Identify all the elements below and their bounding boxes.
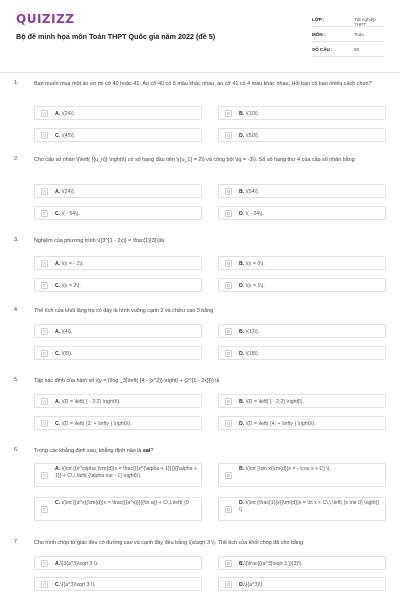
option-text: \( - 24\).	[245, 210, 264, 217]
option-text: \(x = 0\).	[245, 260, 265, 267]
option-c[interactable]	[34, 278, 202, 292]
meta-label: MÔN :	[312, 32, 326, 37]
question-text-suffix: ?	[150, 448, 154, 454]
option-key: B.	[239, 466, 245, 472]
question-text	[34, 447, 384, 455]
option-text: \(x = 2\).	[61, 282, 81, 289]
option-text: \(8\).	[61, 350, 73, 357]
option-b[interactable]	[218, 184, 386, 198]
meta-row-class	[312, 12, 384, 27]
option-key: B.	[239, 560, 245, 567]
meta-row-subject	[312, 27, 384, 42]
option-letter: A	[41, 560, 48, 567]
meta-table	[312, 12, 384, 57]
meta-row-count	[312, 42, 384, 57]
question-number: 1.	[14, 80, 19, 86]
question-text-prefix: Trong các khẳng định sau, khẳng định nào là	[34, 448, 143, 454]
option-letter: B	[225, 110, 232, 117]
option-key: A.	[55, 466, 61, 472]
option-letter: B	[225, 472, 232, 479]
option-d[interactable]	[218, 577, 386, 591]
option-d[interactable]	[218, 278, 386, 292]
option-b[interactable]	[218, 463, 386, 487]
option-letter: B	[225, 560, 232, 567]
option-key: D.	[239, 282, 245, 289]
option-text: \(x = - 1\).	[61, 260, 84, 267]
option-key: C.	[55, 500, 61, 506]
option-text: \(D = \left( {4; + \infty } \right)\).	[245, 420, 316, 427]
option-letter: D	[226, 351, 231, 356]
option-d[interactable]	[218, 416, 386, 430]
question-text: Cho hình chóp tứ giác đều có đường cao và cạnh đáy đều bằng \(a\sqrt 3 \). Thể tích của khối chóp đã cho bằng:	[34, 540, 305, 546]
option-b[interactable]	[218, 106, 386, 120]
question-text: Bạn muốn mua một áo sơ mi cỡ 40 hoặc 41. Áo cỡ 40 có 6 màu khác nhau, áo cỡ 41 có 4 màu khác nhau. Hỏi bạn có bao nhiêu cách chọn?	[34, 81, 372, 87]
meta-value: Toán	[354, 32, 364, 37]
option-key: B.	[239, 398, 245, 405]
option-letter: D	[226, 133, 231, 138]
option-text: \(4\).	[61, 328, 73, 335]
option-d[interactable]	[218, 206, 386, 220]
option-letter: D	[226, 507, 231, 512]
question-number: 7.	[14, 539, 19, 545]
option-a[interactable]	[34, 556, 202, 570]
question-number: 4.	[14, 307, 19, 313]
option-key: D.	[239, 581, 245, 588]
option-key: D.	[239, 500, 245, 506]
option-letter: B	[225, 328, 232, 335]
option-letter: D	[226, 211, 231, 216]
option-a[interactable]	[34, 184, 202, 198]
option-letter: C	[42, 283, 47, 288]
option-text: \(\int {{a^x}{\rm{d}}x = \frac{{{a^x}}}{{\ln a}} + C\,\,\left( {0	[61, 500, 189, 506]
page-header	[16, 12, 384, 68]
option-d[interactable]	[218, 128, 386, 142]
meta-label: SỐ CÂU :	[312, 47, 333, 52]
option-text: \(\int {\sin x{\rm{d}}x = - \cos x + C} \).	[245, 466, 331, 472]
meta-value: Tốt nghiệp THPT	[354, 17, 376, 27]
option-letter: B	[225, 188, 232, 195]
option-letter: C	[42, 133, 47, 138]
option-c[interactable]	[34, 128, 202, 142]
meta-label: LỚP :	[312, 17, 325, 22]
option-a[interactable]	[34, 463, 202, 487]
option-letter: A	[41, 260, 48, 267]
option-text: \(D = \left( { - 2;2} \right)\).	[61, 398, 121, 405]
option-a[interactable]	[34, 324, 202, 338]
option-a[interactable]	[34, 256, 202, 270]
option-key: D.	[239, 132, 245, 139]
option-text: \(3{a^3}\sqrt 3 \).	[60, 560, 99, 567]
option-letter: A	[41, 472, 48, 479]
option-key: A.	[55, 328, 61, 335]
question-number: 5.	[14, 377, 19, 383]
option-text: \(x = 1\).	[245, 282, 265, 289]
option-key: A.	[55, 260, 61, 267]
option-text: \({a^3}\sqrt 3 \).	[60, 581, 96, 588]
option-letter: B	[225, 398, 232, 405]
document-title: Bộ đề minh họa môn Toán THPT Quốc gia năm 2022 (đề 5)	[16, 32, 216, 41]
question-text: Nghiệm của phương trình \({3^{1 - 2x}} = \frac{1}{3}\)là	[34, 238, 164, 244]
option-key: A.	[55, 398, 61, 405]
option-key: C.	[55, 210, 61, 217]
option-text: \(24\).	[61, 110, 76, 117]
option-letter: A	[41, 328, 48, 335]
option-c[interactable]	[34, 497, 202, 521]
option-b[interactable]	[218, 556, 386, 570]
option-letter: A	[41, 398, 48, 405]
quizizz-logo: QUIZIZZ	[16, 12, 75, 26]
option-key: A.	[55, 188, 61, 195]
question-number: 6.	[14, 447, 19, 453]
meta-value: 50	[354, 47, 360, 52]
option-text: \(45\).	[61, 132, 76, 139]
option-d[interactable]	[218, 346, 386, 360]
option-text: \(\int {\frac{1}{x}{\rm{d}}x = \ln x + C\,\,\left( {x \ne 0} \right)} \).	[239, 500, 380, 513]
option-key: C.	[55, 581, 61, 588]
question-number: 2.	[14, 156, 19, 162]
option-a[interactable]	[34, 394, 202, 408]
option-key: A.	[55, 560, 61, 567]
option-text: \(\frac{{{a^3}\sqrt 3 }}{3}\).	[244, 560, 303, 567]
option-b[interactable]	[218, 256, 386, 270]
option-key: B.	[239, 110, 245, 117]
option-c[interactable]	[34, 206, 202, 220]
option-text: \(12\).	[245, 328, 260, 335]
option-key: B.	[239, 328, 245, 335]
option-text: \(10\).	[245, 110, 260, 117]
option-letter: C	[42, 421, 47, 426]
option-key: C.	[55, 282, 61, 289]
question-number: 3.	[14, 237, 19, 243]
option-text: \( - 54\).	[61, 210, 80, 217]
option-text: \(50\).	[245, 132, 260, 139]
option-b[interactable]	[218, 324, 386, 338]
question-text: Tập xác định của hàm số \(y = {\log _3}\left( {4 - {x^2}} \right) + {2^{1 - 2x}}\) là	[34, 378, 220, 384]
option-letter: C	[42, 582, 47, 587]
option-text: \(D = \left( {2; + \infty } \right)\).	[61, 420, 132, 427]
option-d[interactable]	[218, 497, 386, 521]
option-b[interactable]	[218, 394, 386, 408]
option-key: B.	[239, 260, 245, 267]
option-key: C.	[55, 420, 61, 427]
option-letter: B	[225, 260, 232, 267]
option-text: \(D = \left[ { - 2;2} \right]\).	[245, 398, 305, 405]
option-letter: D	[226, 421, 231, 426]
option-letter: C	[42, 507, 47, 512]
option-letter: D	[226, 283, 231, 288]
question-text-emphasis: sai	[142, 448, 151, 454]
option-key: C.	[55, 132, 61, 139]
question-text: Cho cấp số nhân \(\left( {{u_n}} \right)\) có số hạng đầu tiên \({u_1} = 2\) và công bội \(q = -3\). Số số hạng thứ 4 của cấp số nhân bằng	[34, 157, 355, 163]
option-letter: C	[42, 351, 47, 356]
option-key: D.	[239, 210, 245, 217]
option-key: D.	[239, 420, 245, 427]
header-divider	[0, 72, 400, 73]
option-text: \(18\).	[245, 350, 260, 357]
option-c[interactable]	[34, 346, 202, 360]
question-text: Thể tích của khối lăng trụ có đáy là hình vuông cạnh 2 và chiều cao 3 bằng	[34, 308, 214, 314]
option-text: \(54\).	[245, 188, 260, 195]
option-a[interactable]	[34, 106, 202, 120]
option-c[interactable]	[34, 416, 202, 430]
option-key: C.	[55, 350, 61, 357]
option-key: A.	[55, 110, 61, 117]
option-text: \(\int {{x^\alpha }\rm{d}}x = \frac{{{x^{\alpha + 1}}}}{{\alpha + 1}} + C\,\,\left( {\alpha \ne - 1} \right)\).	[55, 466, 198, 479]
option-c[interactable]	[34, 577, 202, 591]
option-letter: C	[42, 211, 47, 216]
option-key: D.	[239, 350, 245, 357]
option-letter: A	[41, 188, 48, 195]
option-text: \({a^3}\).	[244, 581, 264, 588]
option-text: \(24\).	[61, 188, 76, 195]
option-letter: A	[41, 110, 48, 117]
option-key: B.	[239, 188, 245, 195]
option-letter: D	[226, 582, 231, 587]
